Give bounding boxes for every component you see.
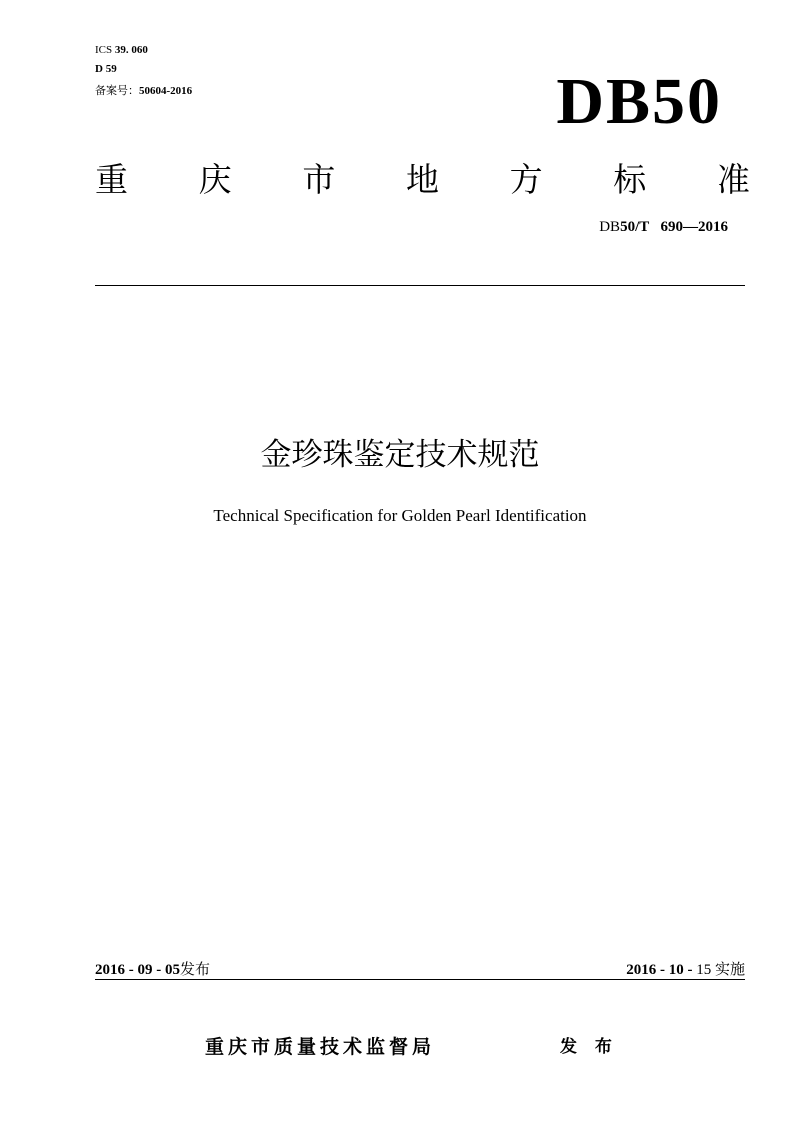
bottom-divider: [95, 979, 745, 980]
class-code: D 59: [95, 63, 117, 75]
publish-label: 发布: [180, 960, 211, 978]
authority-char: 庆: [198, 159, 232, 199]
standard-prefix: DB: [599, 219, 621, 235]
document-title-en: Technical Specification for Golden Pearl Identification: [213, 506, 587, 525]
standard-number: [599, 219, 728, 236]
record-value: 50604-2016: [139, 85, 193, 97]
effective-date-day: 15: [692, 962, 712, 978]
ics-code: [95, 43, 148, 57]
authority-char: 重: [95, 159, 128, 199]
ics-value: 39. 060: [114, 44, 148, 56]
top-divider: [95, 285, 745, 286]
effective-date: [626, 958, 745, 979]
issuer-name: 重庆市质量技术监督局: [205, 1036, 436, 1058]
authority-char: 市: [302, 159, 336, 199]
db50-logo: DB50: [556, 65, 722, 138]
ics-label: ICS: [95, 44, 113, 56]
authority-char: 标: [613, 159, 647, 199]
record-label: 备案号：: [95, 84, 139, 97]
publish-date-value: 2016 - 09 - 05: [95, 962, 180, 978]
effective-date-value: 2016 - 10 -: [626, 962, 693, 978]
record-number: [95, 84, 192, 98]
publish-date: [95, 958, 210, 979]
authority-title: [95, 153, 750, 201]
authority-char: 准: [716, 159, 750, 199]
standard-year-number: 690—2016: [660, 219, 728, 235]
issue-action: 发 布: [560, 1037, 618, 1057]
standard-series: 50/T: [620, 219, 650, 235]
effective-label: 实施: [714, 960, 745, 978]
authority-char: 方: [509, 159, 543, 199]
authority-char: 地: [405, 159, 439, 199]
document-title-cn: 金珍珠鉴定技术规范: [260, 437, 540, 473]
